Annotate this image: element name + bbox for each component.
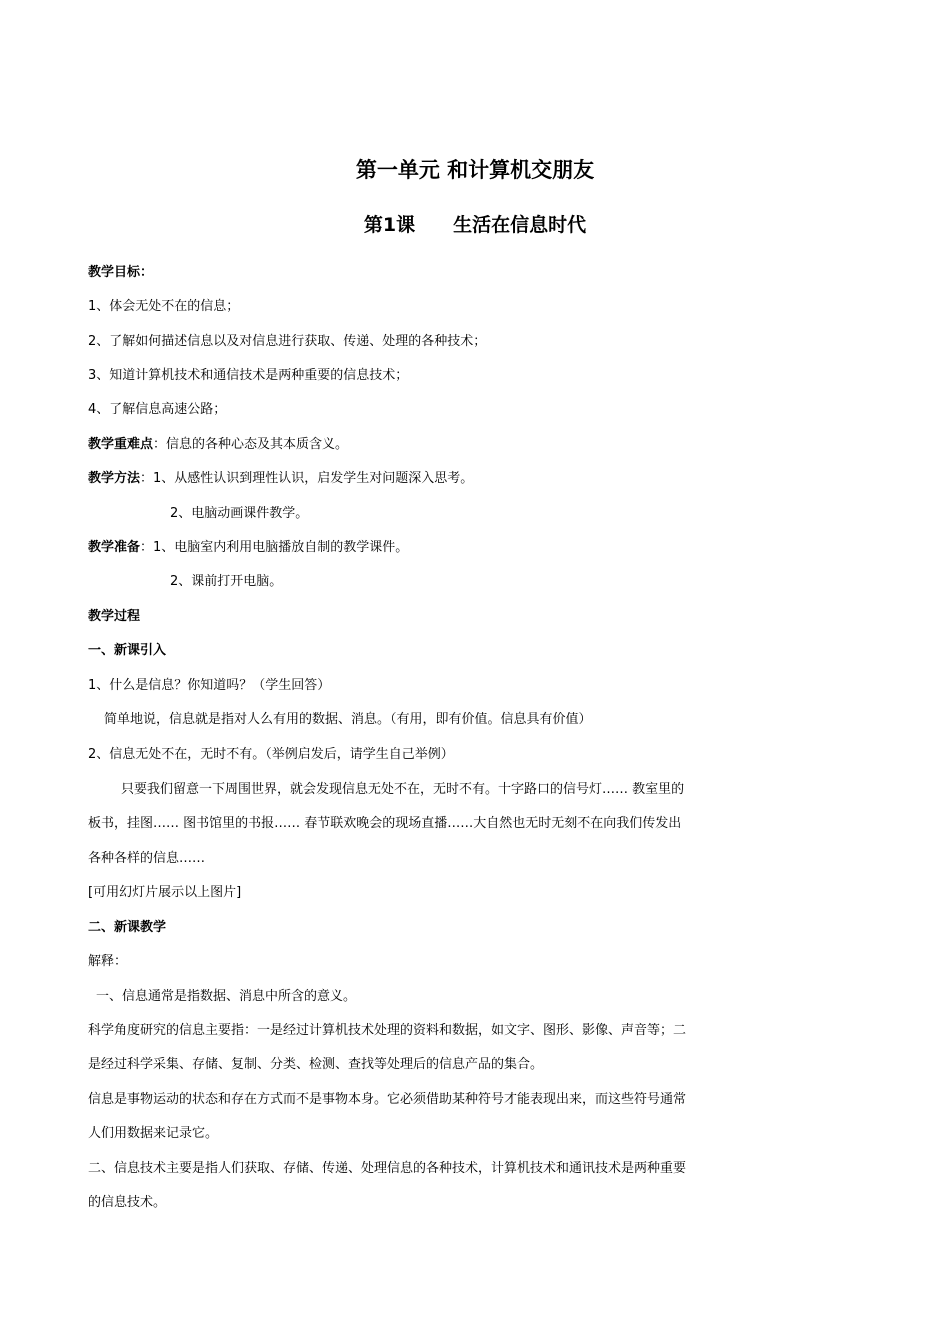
paragraph-line: 信息是事物运动的状态和存在方式而不是事物本身。它必须借助某种符号才能表现出来，而这些符号通常 [88, 1092, 687, 1107]
question-1-answer: 简单地说，信息就是指对人么有用的数据、消息。（有用，即有价值。信息具有价值） [104, 712, 592, 727]
prep-item-1: ：1、电脑室内利用电脑播放自制的教学课件。 [140, 540, 409, 555]
lesson-name: 生活在信息时代 [453, 214, 587, 236]
methods-label: 教学方法 [88, 471, 141, 486]
paragraph-line: 只要我们留意一下周围世界，就会发现信息无处不在，无时不有。十字路口的信号灯…… 教室里的 [121, 782, 685, 797]
explain-label: 解释： [88, 954, 128, 969]
question-2: 2、信息无处不在，无时不有。（举例启发后，请学生自己举例） [88, 747, 454, 762]
unit-title: 第一单元 和计算机交朋友 [355, 158, 595, 182]
prep-label: 教学准备 [88, 540, 141, 555]
key-points-label: 教学重难点 [88, 437, 154, 452]
definition-2-line: 的信息技术。 [88, 1195, 167, 1210]
methods-item-2: 2、电脑动画课件教学。 [170, 506, 309, 521]
definition-1: 一、信息通常是指数据、消息中所含的意义。 [96, 989, 357, 1004]
slides-note: [可用幻灯片展示以上图片] [88, 885, 242, 900]
lesson-label: 第1课 [363, 214, 416, 236]
paragraph-line: 科学角度研究的信息主要指：一是经过计算机技术处理的资料和数据，如文字、图形、影像、声音等；二 [88, 1023, 687, 1038]
objective-item: 3、知道计算机技术和通信技术是两种重要的信息技术； [88, 368, 409, 383]
objective-item: 2、了解如何描述信息以及对信息进行获取、传递、处理的各种技术； [88, 334, 487, 349]
key-points-text: ：信息的各种心态及其本质含义。 [153, 437, 349, 452]
objective-item: 1、体会无处不在的信息； [88, 299, 240, 314]
section2-heading: 二、新课教学 [88, 920, 167, 935]
key-points-line [88, 436, 348, 454]
paragraph-line: 各种各样的信息…… [88, 851, 206, 866]
methods-line [88, 470, 473, 488]
paragraph-line: 是经过科学采集、存储、复制、分类、检测、查找等处理后的信息产品的集合。 [88, 1057, 544, 1072]
process-heading: 教学过程 [88, 609, 141, 624]
lesson-title [0, 212, 950, 238]
section1-heading: 一、新课引入 [88, 643, 167, 658]
prep-line [88, 539, 408, 557]
paragraph-line: 人们用数据来记录它。 [88, 1126, 219, 1141]
paragraph-line: 板书，挂图…… 图书馆里的书报…… 春节联欢晚会的现场直播……大自然也无时无刻不在向我们传发出 [88, 816, 682, 831]
objectives-heading: 教学目标： [88, 265, 154, 280]
objective-item: 4、了解信息高速公路； [88, 402, 227, 417]
prep-item-2: 2、课前打开电脑。 [170, 574, 283, 589]
definition-2-line: 二、信息技术主要是指人们获取、存储、传递、处理信息的各种技术，计算机技术和通讯技术是两种重要 [88, 1161, 687, 1176]
methods-item-1: ：1、从感性认识到理性认识，启发学生对问题深入思考。 [140, 471, 474, 486]
question-1: 1、什么是信息？你知道吗？（学生回答） [88, 678, 331, 693]
